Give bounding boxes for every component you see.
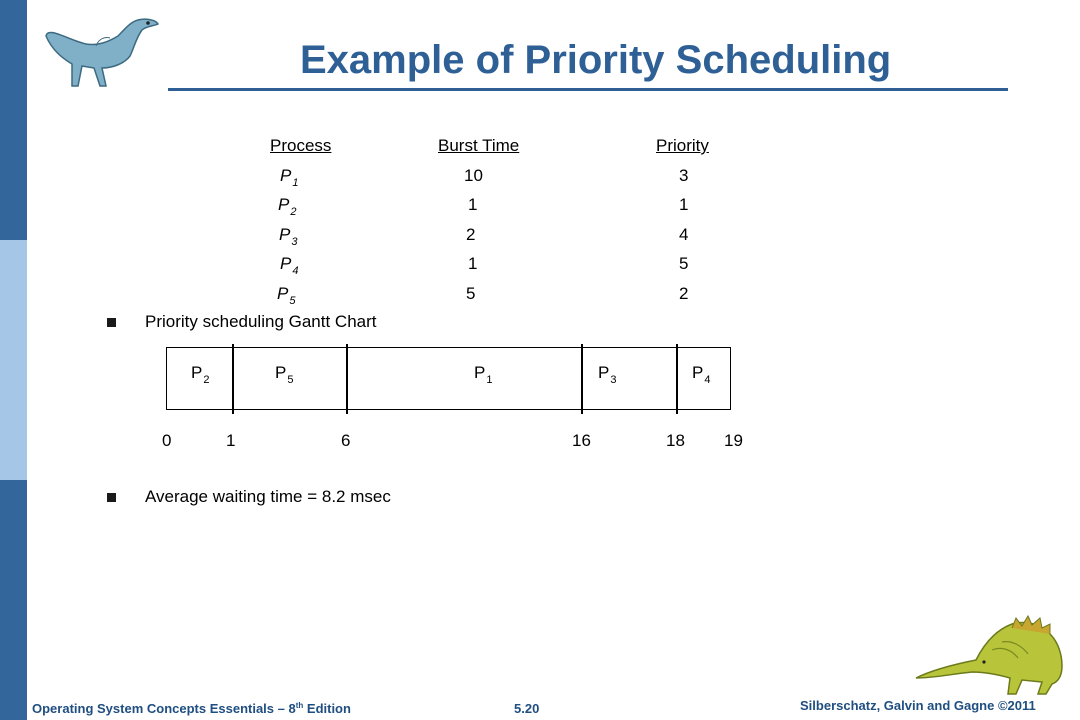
bullet-icon: [107, 493, 116, 502]
footer-authors: Silberschatz, Galvin and Gagne ©2011: [800, 698, 1036, 713]
gantt-tick-label: 19: [724, 431, 743, 450]
row-burst-time: 5: [466, 284, 476, 303]
dinosaur-logo-icon: [38, 6, 166, 90]
gantt-tick-label: 18: [666, 431, 685, 450]
gantt-segment-label: $P_1$: [474, 363, 493, 386]
row-burst-time: 1: [468, 254, 478, 273]
gantt-divider: [581, 344, 583, 414]
row-process-name: $P_2$: [278, 195, 297, 218]
gantt-tick-label: 16: [572, 431, 591, 450]
row-process-name: $P_1$: [280, 166, 299, 189]
header-process: Process: [270, 136, 332, 155]
row-priority: 5: [679, 254, 689, 273]
bullet-average-waiting-time: Average waiting time = 8.2 msec: [145, 487, 391, 506]
row-burst-time: 1: [468, 195, 478, 214]
row-process-name: $P_3$: [279, 225, 298, 248]
bullet-icon: [107, 318, 116, 327]
row-process-name: $P_4$: [280, 254, 299, 277]
gantt-chart: [166, 347, 731, 410]
dinosaur-illustration-icon: [912, 610, 1072, 698]
row-burst-time: 10: [464, 166, 483, 185]
row-process-name: $P_5$: [277, 284, 296, 307]
gantt-divider: [232, 344, 234, 414]
gantt-segment-label: $P_3$: [598, 363, 617, 386]
gantt-tick-label: 1: [226, 431, 236, 450]
gantt-tick-label: 0: [162, 431, 172, 450]
row-priority: 1: [679, 195, 689, 214]
bullet-gantt-chart: Priority scheduling Gantt Chart: [145, 312, 377, 331]
gantt-segment-label: $P_5$: [275, 363, 294, 386]
gantt-divider: [346, 344, 348, 414]
footer-page-number: 5.20: [514, 701, 540, 716]
row-burst-time: 2: [466, 225, 476, 244]
page-title: Example of Priority Scheduling: [300, 38, 892, 82]
header-priority: Priority: [656, 136, 709, 155]
title-underline: [168, 88, 1008, 91]
sidebar-stripe: [0, 0, 27, 720]
header-burst-time: Burst Time: [438, 136, 520, 155]
gantt-segment-label: $P_4$: [692, 363, 711, 386]
gantt-tick-label: 6: [341, 431, 351, 450]
gantt-segment-label: $P_2$: [191, 363, 210, 386]
row-priority: 4: [679, 225, 689, 244]
row-priority: 3: [679, 166, 689, 185]
gantt-divider: [676, 344, 678, 414]
row-priority: 2: [679, 284, 689, 303]
footer-book-title: Operating System Concepts Essentials – 8th Edition: [32, 701, 351, 716]
